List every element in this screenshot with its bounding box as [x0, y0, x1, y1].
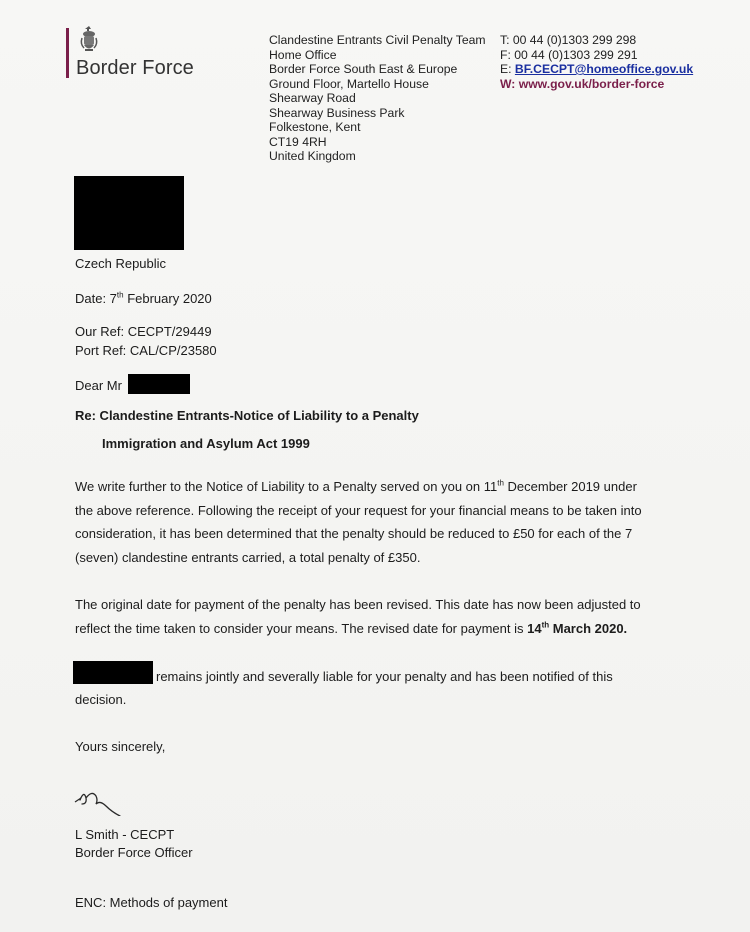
sender-address — [269, 33, 486, 164]
address-line: Border Force South East & Europe — [269, 62, 458, 76]
logo-bar — [66, 28, 69, 78]
signature — [72, 780, 132, 816]
address-line: Shearway Business Park — [269, 105, 405, 120]
address-line: Folkestone, Kent — [269, 120, 361, 134]
signatory-name: L Smith - CECPT — [75, 827, 175, 842]
redaction-recipient-address — [74, 176, 184, 250]
address-line: Shearway Road — [269, 91, 356, 105]
telephone: T: 00 44 (0)1303 299 298 — [500, 33, 637, 47]
closing: Yours sincerely, — [75, 739, 166, 754]
contact-block — [500, 33, 693, 91]
paragraph-3-line-2: decision. — [75, 692, 127, 707]
salutation: Dear Mr — [75, 378, 122, 393]
paragraph-3-line-1: remains jointly and severally liable for your penalty and has been notified of this — [156, 669, 613, 684]
enclosure: ENC: Methods of payment — [75, 895, 228, 910]
address-line: United Kingdom — [269, 149, 356, 163]
fax: F: 00 44 (0)1303 299 291 — [500, 47, 638, 62]
address-line: Ground Floor, Martello House — [269, 76, 429, 91]
address-line: Home Office — [269, 47, 337, 62]
recipient-country: Czech Republic — [75, 256, 167, 271]
paragraph-1: We write further to the Notice of Liability to a Penalty served on you on 11th December 2019 under the above reference. Following the receipt of your request for your financial means to be taken into consideration, it has been determined that the penalty should be reduced to £50 for each of the 7 (seven) clandestine entrants carried, a total penalty of £350. — [75, 478, 642, 565]
address-line: CT19 4RH — [269, 134, 327, 149]
signatory-title: Border Force Officer — [75, 845, 193, 860]
redaction-name — [128, 374, 190, 394]
redaction-party — [73, 661, 153, 684]
email-link[interactable]: BF.CECPT@homeoffice.gov.uk — [514, 62, 694, 76]
subject-line: Re: Clandestine Entrants-Notice of Liability to a Penalty — [75, 408, 419, 423]
address-line: Clandestine Entrants Civil Penalty Team — [269, 33, 486, 47]
port-reference: Port Ref: CAL/CP/23580 — [75, 343, 217, 358]
letter-date: Date: 7th February 2020 — [75, 290, 212, 306]
email-row: E: BF.CECPT@homeoffice.gov.uk — [500, 62, 694, 76]
org-logo-text: Border Force — [76, 57, 194, 79]
paragraph-2: The original date for payment of the penalty has been revised. This date has now been adjusted to reflect the time taken to consider your means. The revised date for payment is 14th March 2020. — [75, 597, 641, 636]
subject-act: Immigration and Asylum Act 1999 — [102, 436, 310, 451]
our-reference: Our Ref: CECPT/29449 — [75, 324, 212, 339]
website-link[interactable]: W: www.gov.uk/border-force — [500, 76, 665, 91]
crest-icon — [78, 24, 100, 56]
